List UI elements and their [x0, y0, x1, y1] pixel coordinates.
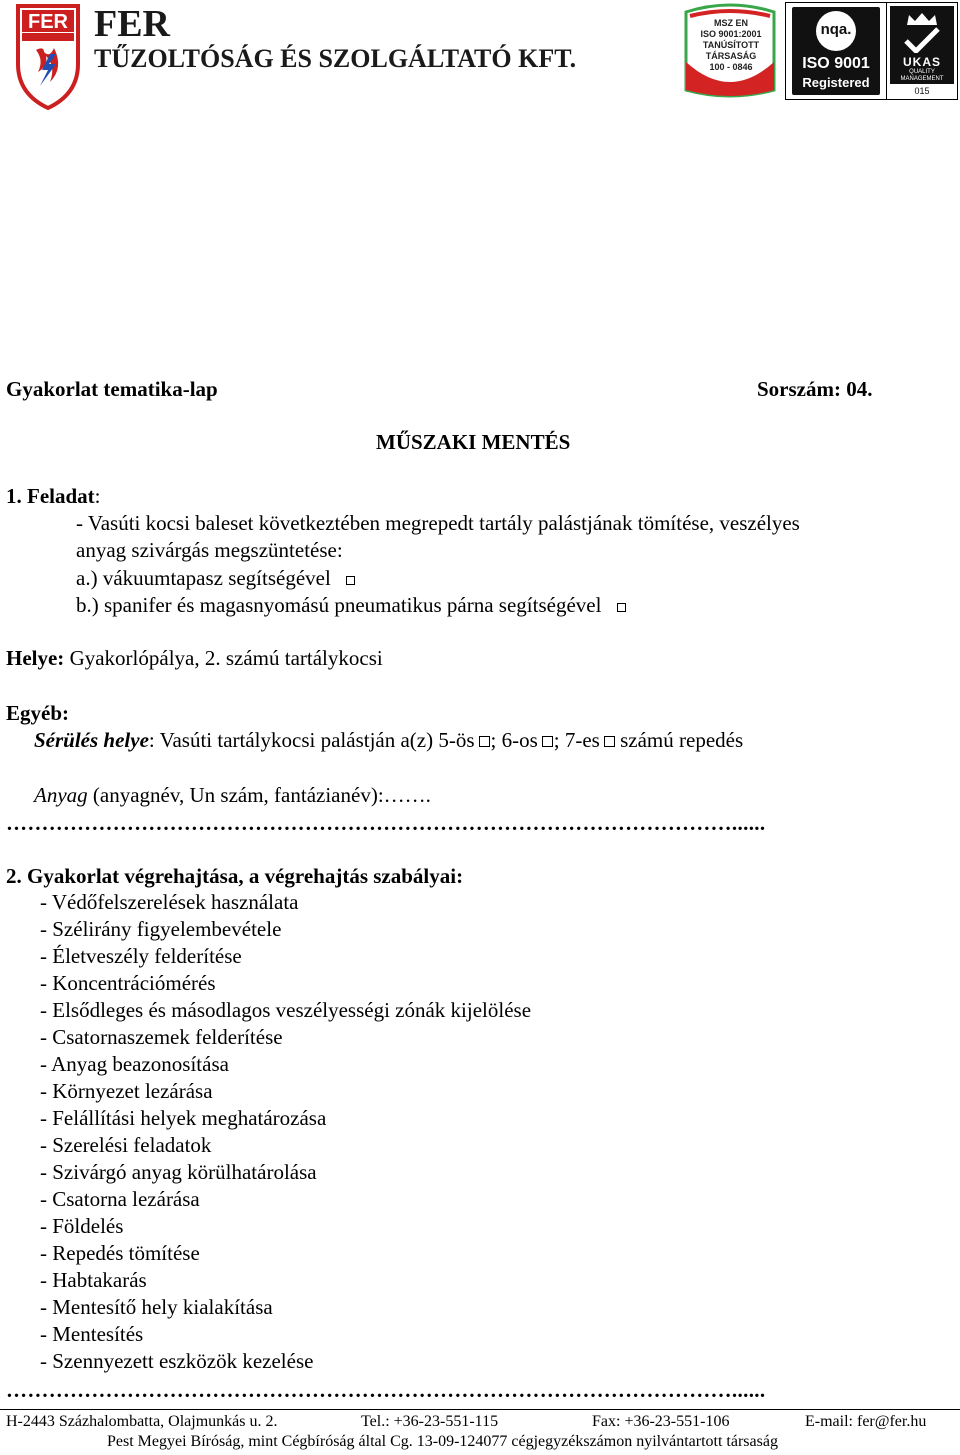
list-item: - Földelés [40, 1214, 124, 1238]
cert3-line-3: MANAGEMENT [900, 76, 944, 82]
ukas-badge [886, 2, 958, 100]
damage-text-1: Vasúti tartálykocsi palástján a(z) 5-ös [159, 728, 475, 752]
damage-text-3: ; 7-es [553, 728, 600, 752]
place-line [6, 646, 383, 671]
company-logo [14, 2, 82, 110]
crown-icon [905, 11, 939, 27]
list-item: - Szivárgó anyag körülhatárolása [40, 1160, 317, 1184]
list-item: - Mentesítő hely kialakítása [40, 1295, 273, 1319]
svg-text:FER: FER [28, 11, 68, 33]
task-heading-line [6, 484, 101, 509]
list-item: - Szélirány figyelembevétele [40, 917, 282, 941]
damage-text-2: ; 6-os [490, 728, 538, 752]
footer-address: H-2443 Százhalombatta, Olajmunkás u. 2. [6, 1413, 278, 1430]
cert3-line-4: 015 [914, 86, 930, 96]
option-b-checkbox[interactable] [617, 603, 626, 612]
list-item: - Felállítási helyek meghatározása [40, 1106, 327, 1130]
cert1-line: TÁRSASÁG [705, 51, 757, 61]
crack-7-checkbox[interactable] [604, 736, 615, 747]
cert1-line: ISO 9001:2001 [700, 29, 762, 39]
material-fill-dots: …………………………………………………………………………………………...... [6, 811, 766, 835]
nqa-logo-text: nqa. [820, 21, 852, 38]
option-b [76, 593, 629, 618]
list-item: - Mentesítés [40, 1322, 144, 1346]
crack-6-checkbox[interactable] [542, 736, 553, 747]
damage-text-4: számú repedés [614, 728, 744, 752]
material-label: Anyag [34, 783, 88, 807]
damage-label: Sérülés helye [34, 728, 149, 752]
place-value: Gyakorlópálya, 2. számú tartálykocsi [64, 646, 383, 670]
company-subtitle: TŰZOLTÓSÁG ÉS SZOLGÁLTATÓ KFT. [94, 44, 577, 73]
cert1-line: MSZ EN [713, 18, 748, 28]
list-item: - Repedés tömítése [40, 1241, 200, 1265]
material-line [34, 783, 431, 808]
list-item: - Szennyezett eszközök kezelése [40, 1349, 314, 1373]
footer-fax: Fax: +36-23-551-106 [592, 1413, 730, 1430]
material-text: (anyagnév, Un szám, fantázianév):……. [87, 783, 431, 807]
cert3-line-2: QUALITY [909, 69, 935, 75]
footer-registry: Pest Megyei Bíróság, mint Cégbíróság által Cg. 13-09-124077 cégjegyzékszámon nyilvántartott társaság [107, 1433, 778, 1450]
task-heading: 1. Feladat [6, 484, 95, 508]
msz-certification-badge [680, 2, 780, 100]
footer-divider [0, 1409, 960, 1410]
list-item: - Csatornaszemek felderítése [40, 1025, 283, 1049]
task-colon: : [94, 484, 101, 508]
serial-number: Sorszám: 04. [757, 377, 873, 401]
execution-heading: 2. Gyakorlat végrehajtása, a végrehajtás szabályai: [6, 864, 464, 888]
list-item: - Anyag beazonosítása [40, 1052, 229, 1076]
cert2-line-2: Registered [802, 75, 870, 90]
footer-email[interactable]: E-mail: fer@fer.hu [805, 1413, 927, 1430]
list-item: - Csatorna lezárása [40, 1187, 200, 1211]
nqa-iso-badge [785, 2, 887, 100]
list-item: - Életveszély felderítése [40, 944, 242, 968]
list-item: - Védőfelszerelések használata [40, 890, 299, 914]
option-a-checkbox[interactable] [346, 576, 355, 585]
list-item: - Habtakarás [40, 1268, 147, 1292]
list-item: - Koncentrációmérés [40, 971, 216, 995]
cert1-line: TANÚSÍTOTT [702, 40, 760, 50]
task-description-line-2: anyag szivárgás megszüntetése: [76, 538, 343, 562]
cert2-line-1: ISO 9001 [802, 55, 870, 72]
option-a [76, 566, 358, 591]
list-item: - Környezet lezárása [40, 1079, 213, 1103]
crack-5-checkbox[interactable] [479, 736, 490, 747]
doc-type-title: Gyakorlat tematika-lap [6, 377, 218, 401]
place-label: Helye: [6, 646, 65, 670]
option-a-label: a.) vákuumtapasz segítségével [76, 566, 331, 590]
list-item: - Elsődleges és másodlagos veszélyességi zónák kijelölése [40, 998, 532, 1022]
rules-fill-dots: …………………………………………………………………………………………...... [6, 1378, 766, 1402]
other-label: Egyéb: [6, 701, 69, 725]
tick-icon [904, 27, 940, 53]
damage-colon: : [148, 728, 160, 752]
cert3-line-1: UKAS [902, 55, 941, 69]
company-name: FER [94, 3, 170, 45]
main-title: MŰSZAKI MENTÉS [376, 430, 571, 454]
task-description-line-1: - Vasúti kocsi baleset következtében megrepedt tartály palástjának tömítése, veszélyes [76, 511, 800, 535]
damage-line [34, 728, 743, 753]
option-b-label: b.) spanifer és magasnyomású pneumatikus párna segítségével [76, 593, 602, 617]
list-item: - Szerelési feladatok [40, 1133, 212, 1157]
cert1-line: 100 - 0846 [709, 62, 753, 72]
footer-tel: Tel.: +36-23-551-115 [361, 1413, 499, 1430]
